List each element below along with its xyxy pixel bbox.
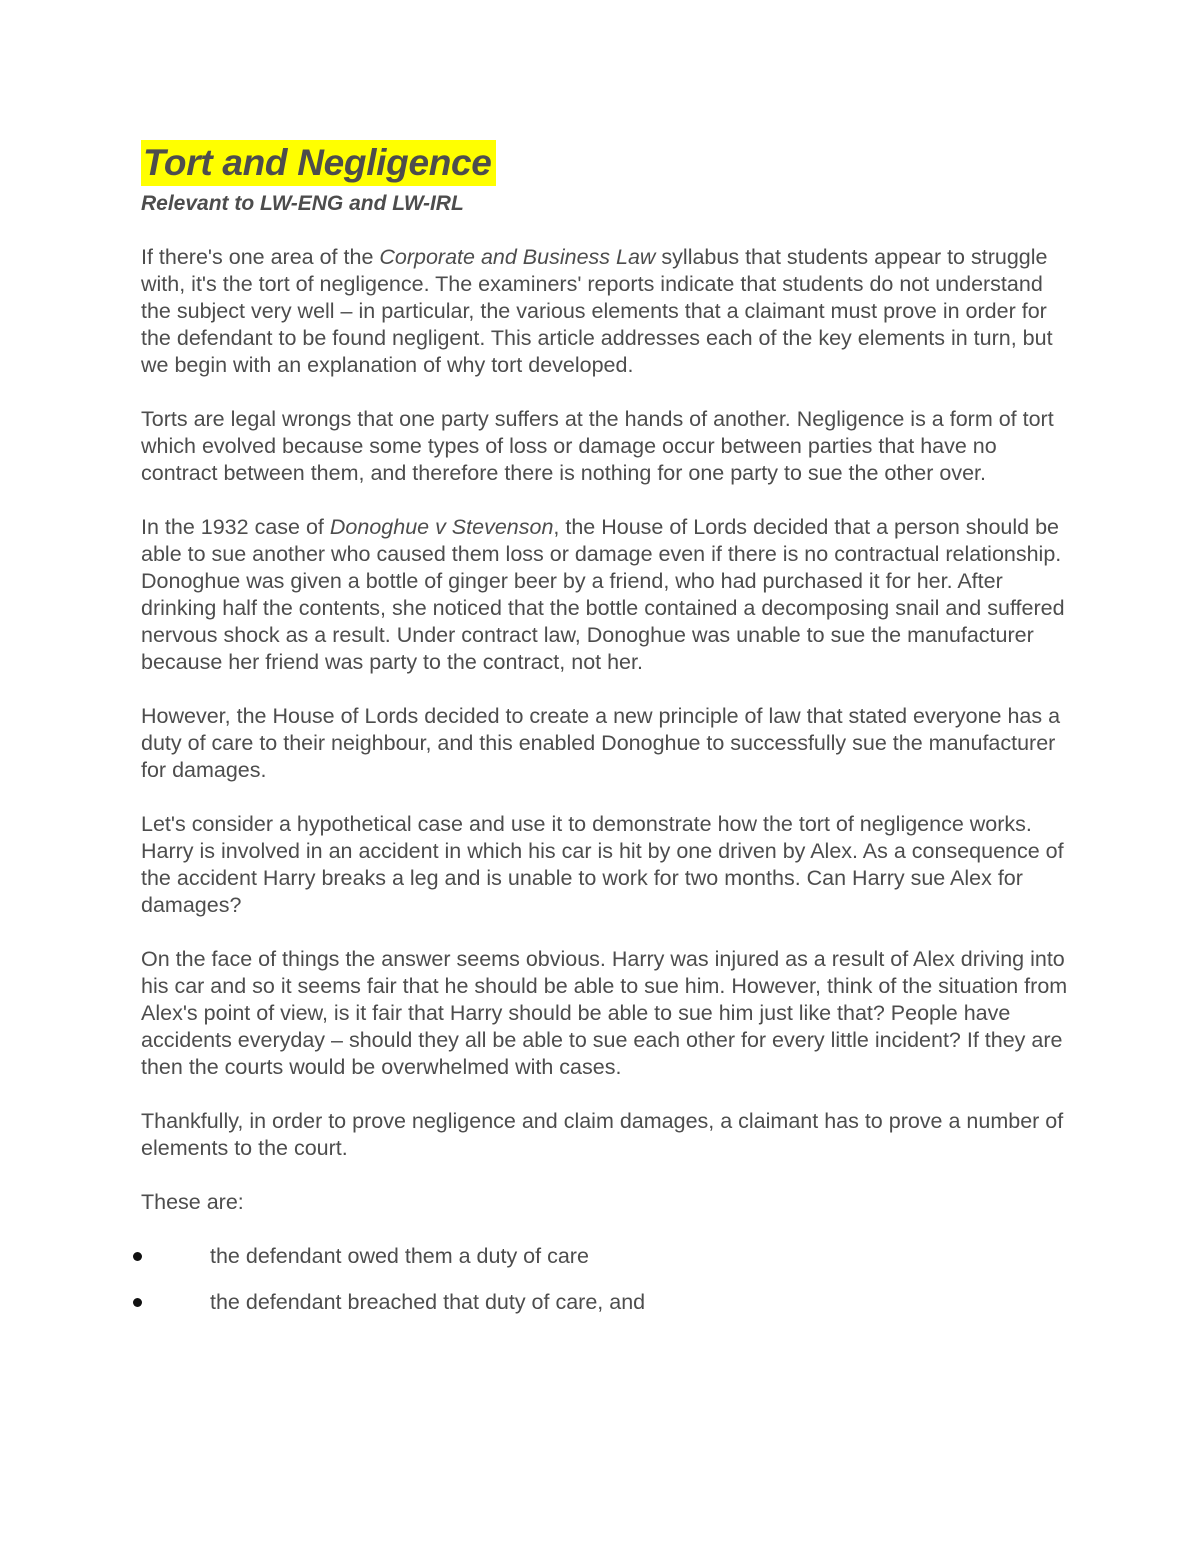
document-title: Tort and Negligence	[141, 140, 496, 186]
paragraph-torts-definition: Torts are legal wrongs that one party suffers at the hands of another. Negligence is a form of tort which evolved because some types of loss or damage occur between parties that have no contract between them, and therefore there is nothing for one party to sue the other over.	[141, 407, 1054, 485]
list-item	[141, 1243, 1071, 1270]
paragraph-hypothetical-case: Let's consider a hypothetical case and use it to demonstrate how the tort of negligence works. Harry is involved in an accident in which his car is hit by one driven by Alex. As a consequence of the accident Harry breaks a leg and is unable to work for two months. Can Harry sue Alex for damages?	[141, 812, 1064, 917]
syllabus-name: Corporate and Business Law	[379, 245, 656, 269]
list-item-text: the defendant breached that duty of care, and	[210, 1290, 646, 1314]
list-item-text: the defendant owed them a duty of care	[210, 1244, 589, 1268]
elements-list	[141, 1243, 1071, 1316]
paragraph-donoghue-case	[141, 514, 1071, 676]
paragraph-intro-end: syllabus that students appear to struggle with, it's the tort of negligence. The examiners' reports indicate that students do not understand the subject very well – in particular, the various elements that a claimant must prove in order for the defendant to be found negligent. This article addresses each of the key elements in turn, but we begin with an explanation of why tort developed.	[141, 245, 1053, 377]
document-page	[141, 140, 1071, 1335]
paragraph-these-are: These are:	[141, 1190, 244, 1214]
document-subtitle: Relevant to LW-ENG and LW-IRL	[141, 192, 464, 215]
paragraph-donoghue-end: , the House of Lords decided that a person should be able to sue another who caused them loss or damage even if there is no contractual relationship. Donoghue was given a bottle of ginger beer by a friend, who had purchased it for her. After drinking half the contents, she noticed that the bottle contained a decomposing snail and suffered nervous shock as a result. Under contract law, Donoghue was unable to sue the manufacturer because her friend was party to the contract, not her.	[141, 515, 1065, 674]
list-item	[141, 1289, 1071, 1316]
paragraph-obvious-answer: On the face of things the answer seems obvious. Harry was injured as a result of Alex driving into his car and so it seems fair that he should be able to sue him. However, think of the situation from Alex's point of view, is it fair that Harry should be able to sue him just like that? People have accidents everyday – should they all be able to sue each other for every little incident? If they are then the courts would be overwhelmed with cases.	[141, 947, 1068, 1079]
bullet-icon	[133, 1298, 142, 1307]
case-name: Donoghue v Stevenson	[329, 515, 554, 539]
paragraph-prove-elements: Thankfully, in order to prove negligence and claim damages, a claimant has to prove a number of elements to the court.	[141, 1109, 1064, 1160]
paragraph-duty-of-care: However, the House of Lords decided to create a new principle of law that stated everyone has a duty of care to their neighbour, and this enabled Donoghue to successfully sue the manufacturer for damages.	[141, 704, 1061, 782]
paragraph-intro-start: If there's one area of the	[141, 245, 380, 269]
paragraph-donoghue-start: In the 1932 case of	[141, 515, 330, 539]
paragraph-intro	[141, 244, 1071, 379]
bullet-icon	[133, 1252, 142, 1261]
